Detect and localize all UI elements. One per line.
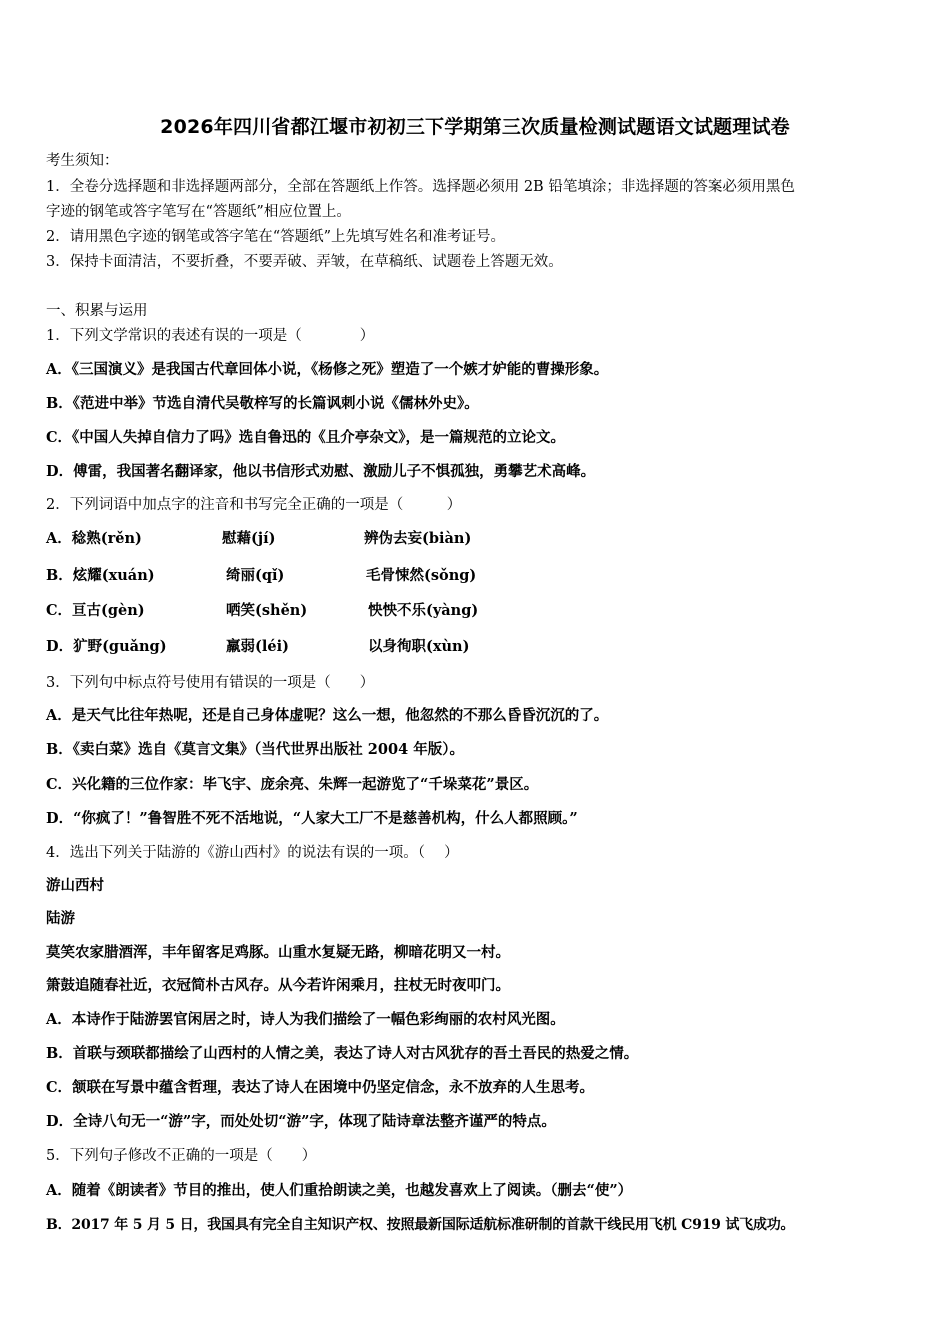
option-word: C．亘古(gèn)	[46, 602, 145, 619]
option-word: 辨伪去妄(biàn)	[364, 530, 472, 547]
option-word: A．稔熟(rěn)	[46, 530, 142, 547]
option-word: 以身徇职(xùn)	[368, 638, 470, 655]
notice-item: 2．请用黑色字迹的钢笔或答字笔在“答题纸”上先填写姓名和准考证号。	[46, 229, 506, 245]
answer-option: B．首联与颈联都描绘了山西村的人情之美，表达了诗人对古风犹存的吾土吾民的热爱之情。	[46, 1045, 639, 1062]
option-word: 怏怏不乐(yàng)	[368, 602, 479, 619]
answer-option: C．《中国人失掉自信力了吗》选自鲁迅的《且介亭杂文》，是一篇规范的立论文。	[46, 429, 566, 446]
notice-item: 字迹的钢笔或答字笔写在“答题纸”相应位置上。	[46, 204, 351, 220]
option-word: 羸弱(léi)	[226, 638, 289, 655]
notice-item: 1．全卷分选择题和非选择题两部分，全部在答题纸上作答。选择题必须用 2B 铅笔填涂；非选择题的答案必须用黑色	[46, 179, 795, 195]
question-stem: 5．下列句子修改不正确的一项是（ ）	[46, 1148, 317, 1164]
notice-item: 3．保持卡面清洁，不要折叠，不要弄破、弄皱，在草稿纸、试题卷上答题无效。	[46, 254, 563, 270]
answer-option: A．本诗作于陆游罢官闲居之时，诗人为我们描绘了一幅色彩绚丽的农村风光图。	[46, 1011, 565, 1028]
answer-option: D．全诗八句无一“游”字，而处处切“游”字，体现了陆诗章法整齐谨严的特点。	[46, 1113, 556, 1130]
option-word: B．炫耀(xuán)	[46, 567, 155, 584]
section-heading: 一、积累与运用	[46, 303, 148, 319]
poem-title: 游山西村	[46, 877, 104, 894]
option-word: 哂笑(shěn)	[226, 602, 308, 619]
answer-option: C．兴化籍的三位作家：毕飞宇、庞余亮、朱辉一起游览了“千垛菜花”景区。	[46, 776, 539, 793]
answer-option: A．随着《朗读者》节目的推出，使人们重拾朗读之美，也越发喜欢上了阅读。（删去“使”）	[46, 1182, 633, 1199]
option-word: 绮丽(qǐ)	[226, 567, 285, 584]
page-title: 2026年四川省都江堰市初初三下学期第三次质量检测试题语文试题理试卷	[160, 116, 790, 138]
question-stem: 3．下列句中标点符号使用有错误的一项是（ ）	[46, 675, 375, 691]
answer-option: B．《范进中举》节选自清代吴敬梓写的长篇讽刺小说《儒林外史》。	[46, 395, 479, 412]
poem-line: 箫鼓追随春社近，衣冠简朴古风存。从今若许闲乘月，拄杖无时夜叩门。	[46, 977, 510, 994]
option-word: 毛骨悚然(sǒng)	[366, 567, 477, 584]
answer-option: A．《三国演义》是我国古代章回体小说，《杨修之死》塑造了一个嫉才妒能的曹操形象。	[46, 361, 609, 378]
answer-option: D．“你疯了！”鲁智胜不死不活地说，“人家大工厂不是慈善机构，什么人都照顾。”	[46, 810, 578, 827]
poem-line: 莫笑农家腊酒浑，丰年留客足鸡豚。山重水复疑无路，柳暗花明又一村。	[46, 944, 510, 961]
option-word: 慰藉(jí)	[222, 530, 276, 547]
question-stem: 2．下列词语中加点字的注音和书写完全正确的一项是（ ）	[46, 497, 462, 513]
answer-option: C．颔联在写景中蕴含哲理，表达了诗人在困境中仍坚定信念，永不放弃的人生思考。	[46, 1079, 595, 1096]
answer-option: B．2017 年 5 月 5 日，我国具有完全自主知识产权、按照最新国际适航标准研制的首款干线民用飞机 C919 试飞成功。	[46, 1217, 795, 1233]
question-stem: 4．选出下列关于陆游的《游山西村》的说法有误的一项。（ ）	[46, 845, 459, 861]
question-stem: 1．下列文学常识的表述有误的一项是（ ）	[46, 328, 375, 344]
option-word: D．犷野(guǎng)	[46, 638, 167, 655]
answer-option: A．是天气比往年热呢，还是自己身体虚呢？这么一想，他忽然的不那么昏昏沉沉的了。	[46, 707, 609, 724]
notice-heading: 考生须知：	[46, 153, 119, 169]
answer-option: B．《卖白菜》选自《莫言文集》（当代世界出版社 2004 年版）。	[46, 741, 464, 758]
answer-option: D．傅雷，我国著名翻译家，他以书信形式劝慰、激励儿子不惧孤独，勇攀艺术高峰。	[46, 463, 596, 480]
poem-author: 陆游	[46, 910, 75, 927]
